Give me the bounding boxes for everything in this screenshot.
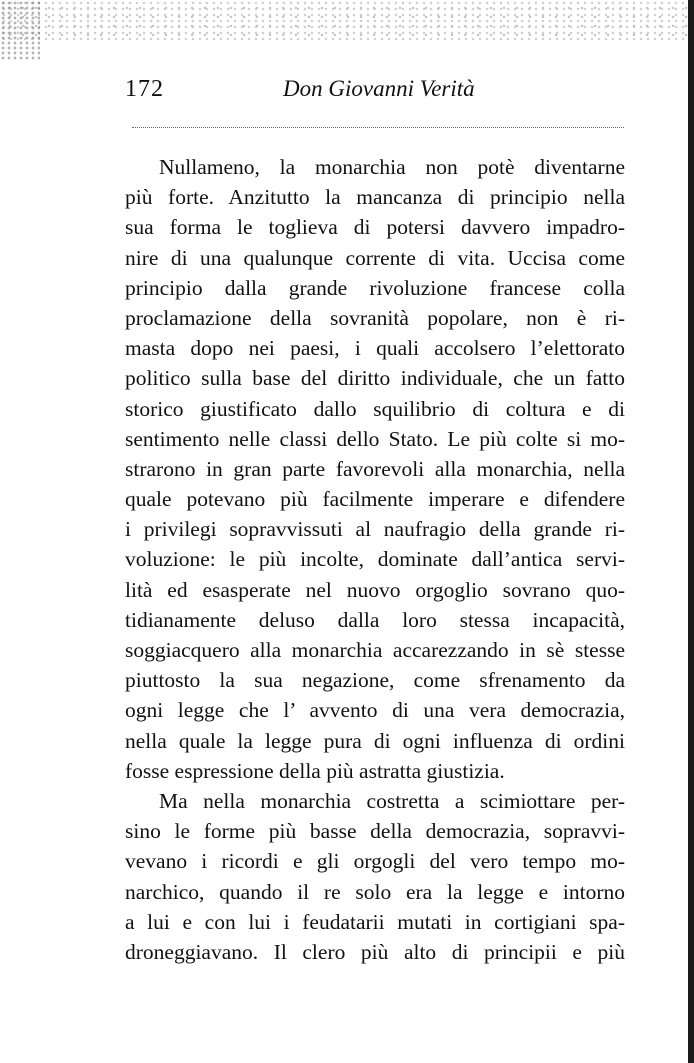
running-head: Don Giovanni Verità: [283, 76, 475, 101]
text-line: proclamazione della sovranità popolare, non è ri-: [125, 305, 625, 330]
text-line: ogni legge che l’ avvento di una vera democrazia,: [125, 698, 625, 723]
page-number: 172: [125, 76, 164, 102]
text-line: nire di una qualunque corrente di vita. Uccisa come: [125, 245, 625, 270]
text-line: nella quale la legge pura di ogni influenza di ordini: [125, 728, 625, 753]
text-line: narchico, quando il re solo era la legge e intorno: [125, 879, 625, 904]
text-line: soggiacquero alla monarchia accarezzando in sè stesse: [125, 638, 625, 662]
scan-edge-shadow: [688, 0, 694, 1063]
text-line: più forte. Anzitutto la mancanza di principio nella: [125, 185, 625, 210]
text-line: sentimento nelle classi dello Stato. Le più colte si mo-: [125, 426, 625, 451]
text-line: sino le forme più basse della democrazia, sopravvi-: [125, 819, 625, 844]
text-line: fosse espressione della più astratta giustizia.: [125, 758, 505, 783]
body-text: [125, 152, 625, 967]
text-line: droneggiavano. Il clero più alto di principii e più: [125, 939, 625, 964]
text-line: vevano i ricordi e gli orgogli del vero tempo mo-: [125, 849, 625, 874]
page-header: [125, 76, 625, 108]
header-rule: [132, 127, 624, 128]
text-line: strarono in gran parte favorevoli alla monarchia, nella: [125, 456, 625, 481]
text-line: piuttosto la sua negazione, come sfrenamento da: [125, 668, 625, 693]
paragraph: [125, 152, 625, 786]
scan-noise-top: [0, 0, 694, 40]
scan-noise-corner: [0, 0, 40, 60]
text-line: tidianamente deluso dalla loro stessa incapacità,: [125, 607, 625, 632]
text-line: masta dopo nei paesi, i quali accolsero l’elettorato: [125, 336, 625, 361]
text-line: Nullameno, la monarchia non potè diventarne: [159, 155, 625, 179]
paragraph: [125, 786, 625, 967]
text-line: i privilegi sopravvissuti al naufragio della grande ri-: [125, 517, 625, 542]
text-line: politico sulla base del diritto individuale, che un fatto: [125, 366, 625, 391]
text-line: principio dalla grande rivoluzione francese colla: [125, 275, 625, 300]
text-line: sua forma le toglieva di potersi davvero impadro-: [125, 215, 625, 240]
text-line: lità ed esasperate nel nuovo orgoglio sovrano quo-: [125, 577, 625, 602]
text-line: Ma nella monarchia costretta a scimiottare per-: [159, 788, 625, 813]
text-line: a lui e con lui i feudatarii mutati in cortigiani spa-: [125, 909, 625, 934]
text-line: storico giustificato dallo squilibrio di coltura e di: [125, 396, 625, 421]
text-line: quale potevano più facilmente imperare e difendere: [125, 487, 625, 512]
text-line: voluzione: le più incolte, dominate dall’antica servi-: [125, 547, 625, 572]
